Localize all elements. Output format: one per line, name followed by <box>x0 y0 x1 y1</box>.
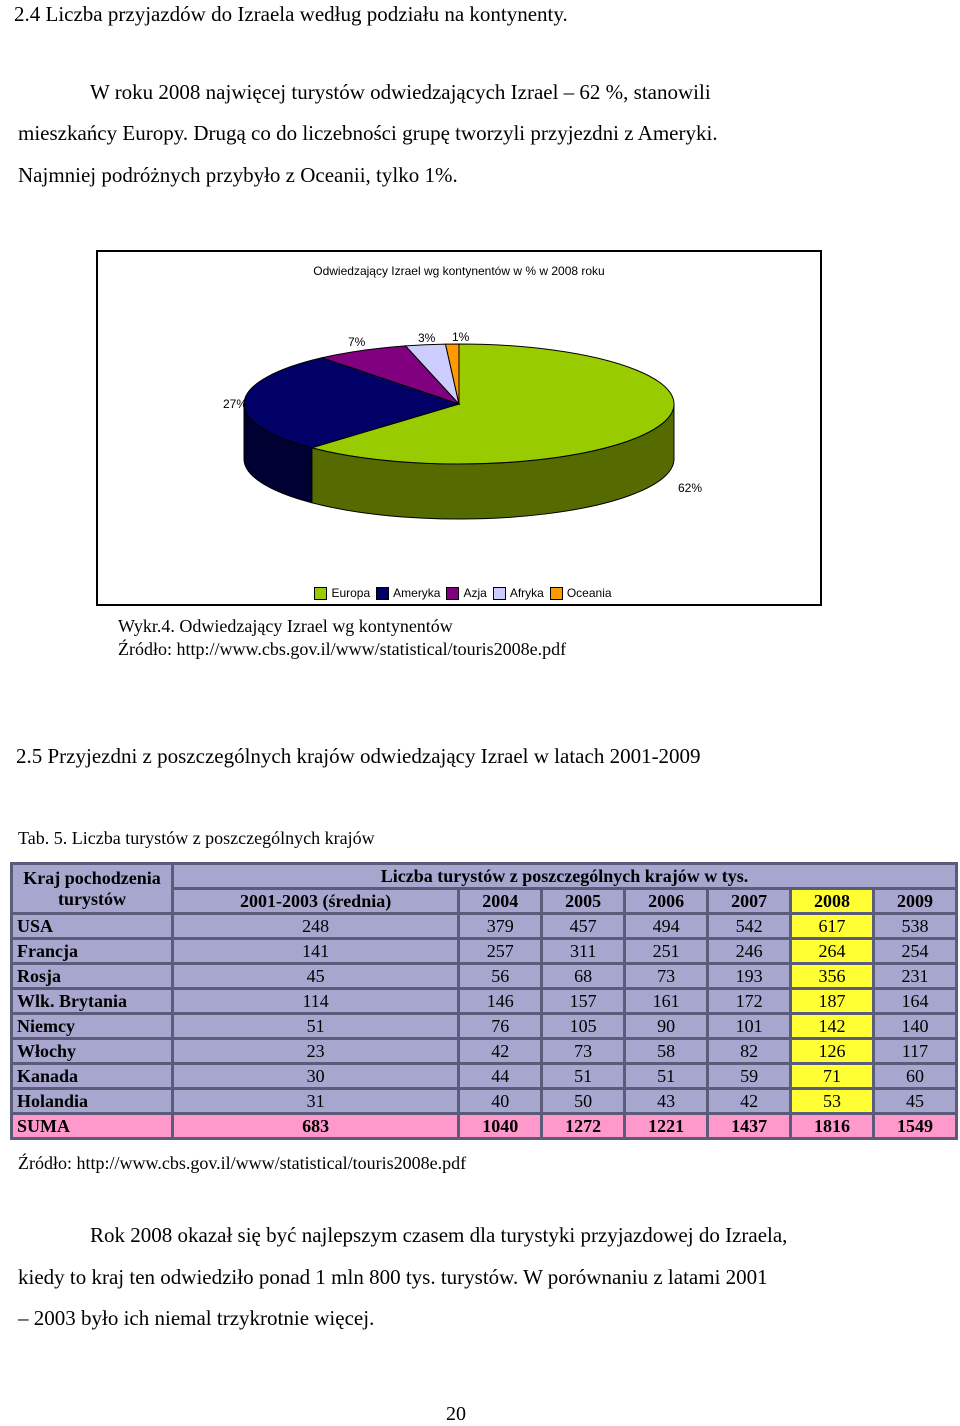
value-cell: 42 <box>708 1089 791 1114</box>
value-cell: 68 <box>542 964 625 989</box>
value-cell: 538 <box>874 914 957 939</box>
value-cell: 51 <box>173 1014 459 1039</box>
value-cell: 617 <box>791 914 874 939</box>
value-cell: 73 <box>542 1039 625 1064</box>
value-cell: 101 <box>708 1014 791 1039</box>
legend-swatch <box>314 587 327 600</box>
value-cell: 311 <box>542 939 625 964</box>
value-cell: 58 <box>625 1039 708 1064</box>
value-cell: 73 <box>625 964 708 989</box>
value-cell: 248 <box>173 914 459 939</box>
value-cell: 683 <box>173 1114 459 1139</box>
country-cell: Włochy <box>12 1039 173 1064</box>
section2-title: 2.5 Przyjezdni z poszczególnych krajów odwiedzający Izrael w latach 2001-2009 <box>16 744 701 768</box>
conclusion-line-3: – 2003 było ich niemal trzykrotnie więcej. <box>18 1306 375 1330</box>
header-year: 2006 <box>625 889 708 914</box>
value-cell: 254 <box>874 939 957 964</box>
value-cell: 141 <box>173 939 459 964</box>
value-cell: 71 <box>791 1064 874 1089</box>
value-cell: 1437 <box>708 1114 791 1139</box>
pie-chart <box>98 252 820 604</box>
value-cell: 45 <box>173 964 459 989</box>
legend-swatch <box>550 587 563 600</box>
country-cell: Niemcy <box>12 1014 173 1039</box>
header-country: Kraj pochodzenia turystów <box>12 864 173 914</box>
legend-label: Azja <box>463 586 487 600</box>
legend-item-europa <box>314 584 370 602</box>
value-cell: 142 <box>791 1014 874 1039</box>
value-cell: 105 <box>542 1014 625 1039</box>
value-cell: 76 <box>459 1014 542 1039</box>
intro-line-3: Najmniej podróżnych przybyło z Oceanii, tylko 1%. <box>18 163 458 187</box>
header-year: 2001-2003 (średnia) <box>173 889 459 914</box>
country-cell: Holandia <box>12 1089 173 1114</box>
legend-swatch <box>376 587 389 600</box>
conclusion-line-1: Rok 2008 okazał się być najlepszym czasem dla turystyki przyjazdowej do Izraela, <box>90 1223 788 1247</box>
value-cell: 1040 <box>459 1114 542 1139</box>
value-cell: 231 <box>874 964 957 989</box>
value-cell: 140 <box>874 1014 957 1039</box>
value-cell: 43 <box>625 1089 708 1114</box>
table-source: Źródło: http://www.cbs.gov.il/www/statistical/touris2008e.pdf <box>18 1153 467 1173</box>
value-cell: 126 <box>791 1039 874 1064</box>
legend-swatch <box>493 587 506 600</box>
table-row <box>12 989 957 1014</box>
table-row <box>12 939 957 964</box>
value-cell: 356 <box>791 964 874 989</box>
legend-item-ameryka <box>376 584 440 602</box>
value-cell: 40 <box>459 1089 542 1114</box>
pie-label-afryka: 3% <box>418 331 436 345</box>
value-cell: 187 <box>791 989 874 1014</box>
table-row <box>12 964 957 989</box>
legend-label: Oceania <box>566 586 612 600</box>
intro-line-2: mieszkańcy Europy. Drugą co do liczebności grupę tworzyli przyjezdni z Ameryki. <box>18 121 718 145</box>
chart-legend <box>306 584 626 602</box>
country-cell: USA <box>12 914 173 939</box>
value-cell: 44 <box>459 1064 542 1089</box>
value-cell: 51 <box>625 1064 708 1089</box>
table-row <box>12 1064 957 1089</box>
legend-label: Afryka <box>509 586 544 600</box>
header-year: 2007 <box>708 889 791 914</box>
value-cell: 30 <box>173 1064 459 1089</box>
value-cell: 542 <box>708 914 791 939</box>
tourists-table <box>10 862 958 1140</box>
value-cell: 257 <box>459 939 542 964</box>
value-cell: 1549 <box>874 1114 957 1139</box>
value-cell: 1272 <box>542 1114 625 1139</box>
legend-item-azja <box>446 584 486 602</box>
value-cell: 164 <box>874 989 957 1014</box>
pie-chart-frame <box>96 250 822 606</box>
table-row <box>12 1014 957 1039</box>
country-cell: Kanada <box>12 1064 173 1089</box>
value-cell: 90 <box>625 1014 708 1039</box>
intro-line-1: W roku 2008 najwięcej turystów odwiedzających Izrael – 62 %, stanowili <box>90 80 711 104</box>
value-cell: 56 <box>459 964 542 989</box>
value-cell: 59 <box>708 1064 791 1089</box>
header-year: 2004 <box>459 889 542 914</box>
header-year: 2008 <box>791 889 874 914</box>
legend-item-afryka <box>493 584 544 602</box>
value-cell: 157 <box>542 989 625 1014</box>
page-number: 20 <box>446 1403 466 1425</box>
value-cell: 82 <box>708 1039 791 1064</box>
value-cell: 172 <box>708 989 791 1014</box>
figure-source: Źródło: http://www.cbs.gov.il/www/statistical/touris2008e.pdf <box>118 639 567 659</box>
legend-item-oceania <box>550 584 612 602</box>
country-cell: Wlk. Brytania <box>12 989 173 1014</box>
figure-caption: Wykr.4. Odwiedzający Izrael wg kontynentów <box>118 616 453 636</box>
table-row <box>12 914 957 939</box>
value-cell: 246 <box>708 939 791 964</box>
value-cell: 161 <box>625 989 708 1014</box>
header-year: 2009 <box>874 889 957 914</box>
section-title: 2.4 Liczba przyjazdów do Izraela według podziału na kontynenty. <box>14 2 568 26</box>
conclusion-line-2: kiedy to kraj ten odwiedziło ponad 1 mln 800 tys. turystów. W porównaniu z latami 2001 <box>18 1265 768 1289</box>
value-cell: 60 <box>874 1064 957 1089</box>
value-cell: 264 <box>791 939 874 964</box>
value-cell: 251 <box>625 939 708 964</box>
legend-label: Europa <box>331 586 371 600</box>
pie-label-ameryka: 27% <box>223 397 248 411</box>
value-cell: 494 <box>625 914 708 939</box>
value-cell: 50 <box>542 1089 625 1114</box>
value-cell: 379 <box>459 914 542 939</box>
header-year: 2005 <box>542 889 625 914</box>
value-cell: 1221 <box>625 1114 708 1139</box>
header-group: Liczba turystów z poszczególnych krajów w tys. <box>173 864 957 889</box>
table-row <box>12 1039 957 1064</box>
value-cell: 457 <box>542 914 625 939</box>
legend-label: Ameryka <box>393 586 441 600</box>
legend-swatch <box>446 587 459 600</box>
value-cell: 51 <box>542 1064 625 1089</box>
country-cell: SUMA <box>12 1114 173 1139</box>
pie-label-oceania: 1% <box>452 330 470 344</box>
value-cell: 23 <box>173 1039 459 1064</box>
pie-label-azja: 7% <box>348 335 366 349</box>
value-cell: 42 <box>459 1039 542 1064</box>
value-cell: 117 <box>874 1039 957 1064</box>
value-cell: 53 <box>791 1089 874 1114</box>
table-row <box>12 1089 957 1114</box>
sum-row <box>12 1114 957 1139</box>
value-cell: 193 <box>708 964 791 989</box>
country-cell: Rosja <box>12 964 173 989</box>
table-caption: Tab. 5. Liczba turystów z poszczególnych krajów <box>18 828 375 848</box>
value-cell: 146 <box>459 989 542 1014</box>
value-cell: 114 <box>173 989 459 1014</box>
value-cell: 45 <box>874 1089 957 1114</box>
value-cell: 1816 <box>791 1114 874 1139</box>
chart-title: Odwiedzający Izrael wg kontynentów w % w 2008 roku <box>313 264 605 278</box>
country-cell: Francja <box>12 939 173 964</box>
pie-label-europa: 62% <box>678 481 703 495</box>
value-cell: 31 <box>173 1089 459 1114</box>
